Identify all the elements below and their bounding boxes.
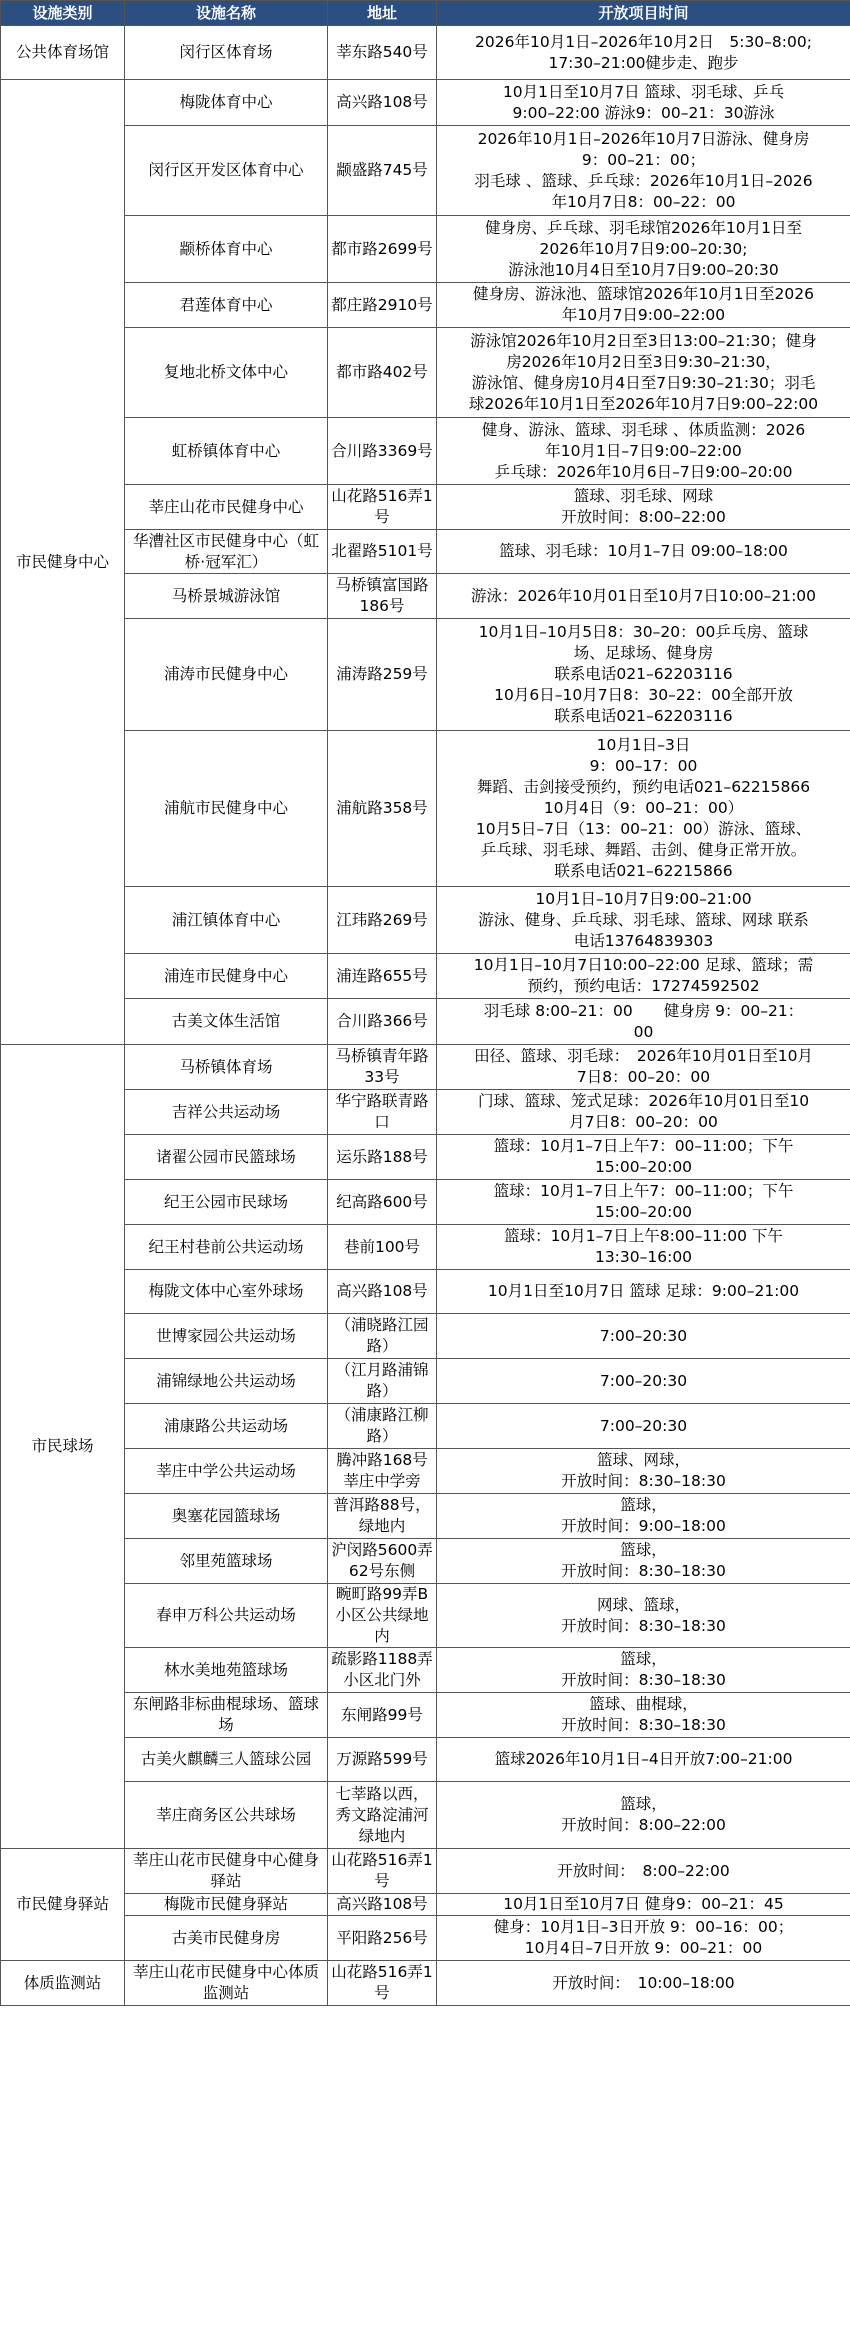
address-cell: 纪高路600号: [328, 1180, 437, 1225]
facility-name-cell: 莘庄山花市民健身中心体质监测站: [125, 1961, 328, 2006]
address-cell: 腾冲路168号莘庄中学旁: [328, 1449, 437, 1494]
address-cell: 浦连路655号: [328, 954, 437, 999]
table-row: [1, 1045, 850, 1090]
facility-name-cell: 纪王村巷前公共运动场: [125, 1225, 328, 1270]
table-row: [1, 1180, 850, 1225]
table-row: [1, 418, 850, 485]
address-cell: 疏影路1188弄小区北门外: [328, 1648, 437, 1693]
table-row: [1, 1539, 850, 1584]
opening-hours-cell: 篮球， 开放时间：8:00–22:00: [437, 1782, 850, 1849]
opening-hours-cell: 游泳：2026年10月01日至10月7日10:00–21:00: [437, 574, 850, 619]
facility-name-cell: 浦康路公共运动场: [125, 1404, 328, 1449]
table-row: [1, 1648, 850, 1693]
facility-name-cell: 马桥镇体育场: [125, 1045, 328, 1090]
address-cell: 沪闵路5600弄62号东侧: [328, 1539, 437, 1584]
table-row: [1, 80, 850, 126]
address-cell: 平阳路256号: [328, 1916, 437, 1961]
table-row: [1, 574, 850, 619]
address-cell: 畹町路99弄B小区公共绿地内: [328, 1584, 437, 1648]
address-cell: 颛盛路745号: [328, 126, 437, 216]
facility-name-cell: 马桥景城游泳馆: [125, 574, 328, 619]
table-row: [1, 1449, 850, 1494]
facility-name-cell: 春申万科公共运动场: [125, 1584, 328, 1648]
table-row: [1, 1693, 850, 1738]
opening-hours-cell: 10月1日–10月7日10:00–22:00 足球、篮球；需 预约，预约电话：17274592502: [437, 954, 850, 999]
opening-hours-cell: 10月1日至10月7日 篮球、羽毛球、乒乓 9:00–22:00 游泳9：00–21：30游泳: [437, 80, 850, 126]
opening-hours-cell: 健身房、乒乓球、羽毛球馆2026年10月1日至 2026年10月7日9:00–20:30; 游泳池10月4日至10月7日9:00–20:30: [437, 216, 850, 283]
table-row: [1, 1738, 850, 1782]
opening-hours-cell: 门球、篮球、笼式足球：2026年10月01日至10 月7日8：00–20：00: [437, 1090, 850, 1135]
table-row: [1, 126, 850, 216]
address-cell: 浦涛路259号: [328, 619, 437, 731]
table-row: [1, 1584, 850, 1648]
opening-hours-cell: 篮球、羽毛球：10月1–7日 09:00–18:00: [437, 530, 850, 574]
facility-name-cell: 古美文体生活馆: [125, 999, 328, 1045]
opening-hours-cell: 2026年10月1日–2026年10月2日 5:30–8:00; 17:30–21:00健步走、跑步: [437, 26, 850, 80]
opening-hours-cell: 健身：10月1日–3日开放 9：00–16：00； 10月4日–7日开放 9：00–21：00: [437, 1916, 850, 1961]
address-cell: 万源路599号: [328, 1738, 437, 1782]
facility-category-cell: 市民健身中心: [1, 80, 125, 1045]
address-cell: 江玮路269号: [328, 887, 437, 954]
table-body: [1, 26, 850, 2006]
facility-name-cell: 浦江镇体育中心: [125, 887, 328, 954]
facility-name-cell: 古美市民健身房: [125, 1916, 328, 1961]
table-row: [1, 26, 850, 80]
facility-category-cell: 市民健身驿站: [1, 1849, 125, 1961]
facility-name-cell: 世博家园公共运动场: [125, 1314, 328, 1359]
address-cell: （江月路浦锦路）: [328, 1359, 437, 1404]
table-row: [1, 1916, 850, 1961]
facility-name-cell: 梅陇体育中心: [125, 80, 328, 126]
address-cell: 北翟路5101号: [328, 530, 437, 574]
facility-name-cell: 莘庄商务区公共球场: [125, 1782, 328, 1849]
header-name: 设施名称: [125, 1, 328, 26]
facility-name-cell: 莘庄中学公共运动场: [125, 1449, 328, 1494]
header-category: 设施类别: [1, 1, 125, 26]
opening-hours-cell: 7:00–20:30: [437, 1314, 850, 1359]
facility-name-cell: 闵行区体育场: [125, 26, 328, 80]
table-header-row: [1, 1, 850, 26]
facility-name-cell: 华漕社区市民健身中心（虹桥·冠军汇）: [125, 530, 328, 574]
address-cell: 高兴路108号: [328, 80, 437, 126]
opening-hours-cell: 网球、篮球， 开放时间：8:30–18:30: [437, 1584, 850, 1648]
opening-hours-cell: 篮球、羽毛球、网球 开放时间：8:00–22:00: [437, 485, 850, 530]
table-row: [1, 530, 850, 574]
facility-category-cell: 市民球场: [1, 1045, 125, 1849]
address-cell: 浦航路358号: [328, 731, 437, 887]
opening-hours-cell: 篮球：10月1–7日上午8:00–11:00 下午 13:30–16:00: [437, 1225, 850, 1270]
address-cell: 合川路366号: [328, 999, 437, 1045]
opening-hours-cell: 游泳馆2026年10月2日至3日13:00–21:30；健身 房2026年10月2日至3日9:30–21:30， 游泳馆、健身房10月4日至7日9:30–21:30；羽毛 球2026年10月1日至2026年10月7日9:00–22:00: [437, 328, 850, 418]
opening-hours-cell: 篮球：10月1–7日上午7：00–11:00；下午 15:00–20:00: [437, 1135, 850, 1180]
facility-name-cell: 浦锦绿地公共运动场: [125, 1359, 328, 1404]
opening-hours-cell: 10月1日至10月7日 篮球 足球：9:00–21:00: [437, 1270, 850, 1314]
opening-hours-cell: 10月1日–10月7日9:00–21:00 游泳、健身、乒乓球、羽毛球、篮球、网球 联系 电话13764839303: [437, 887, 850, 954]
opening-hours-cell: 7:00–20:30: [437, 1359, 850, 1404]
table-row: [1, 1961, 850, 2006]
opening-hours-cell: 健身房、游泳池、篮球馆2026年10月1日至2026 年10月7日9:00–22:00: [437, 283, 850, 328]
table-row: [1, 619, 850, 731]
opening-hours-cell: 田径、篮球、羽毛球： 2026年10月01日至10月 7日8：00–20：00: [437, 1045, 850, 1090]
facility-name-cell: 古美火麒麟三人篮球公园: [125, 1738, 328, 1782]
address-cell: 运乐路188号: [328, 1135, 437, 1180]
address-cell: 高兴路108号: [328, 1270, 437, 1314]
table-row: [1, 328, 850, 418]
opening-hours-cell: 健身、游泳、篮球、羽毛球 、体质监测：2026 年10月1日–7日9:00–22:00 乒乓球：2026年10月6日–7日9:00–20:00: [437, 418, 850, 485]
facility-name-cell: 莘庄山花市民健身中心: [125, 485, 328, 530]
table-row: [1, 1135, 850, 1180]
opening-hours-cell: 篮球2026年10月1日–4日开放7:00–21:00: [437, 1738, 850, 1782]
opening-hours-cell: 篮球， 开放时间：8:30–18:30: [437, 1648, 850, 1693]
opening-hours-cell: 10月1日–10月5日8：30–20：00乒乓房、篮球 场、足球场、健身房 联系电话021–62203116 10月6日–10月7日8：30–22：00全部开放 联系电话021–62203116: [437, 619, 850, 731]
opening-hours-cell: 2026年10月1日–2026年10月7日游泳、健身房 9：00–21：00； 羽毛球 、篮球、乒乓球：2026年10月1日–2026 年10月7日8：00–22：00: [437, 126, 850, 216]
opening-hours-cell: 开放时间： 10:00–18:00: [437, 1961, 850, 2006]
facility-name-cell: 浦连市民健身中心: [125, 954, 328, 999]
opening-hours-cell: 篮球、网球， 开放时间：8:30–18:30: [437, 1449, 850, 1494]
address-cell: 山花路516弄1号: [328, 485, 437, 530]
facility-name-cell: 诸翟公园市民篮球场: [125, 1135, 328, 1180]
address-cell: 马桥镇青年路33号: [328, 1045, 437, 1090]
facility-category-cell: 体质监测站: [1, 1961, 125, 2006]
facility-name-cell: 复地北桥文体中心: [125, 328, 328, 418]
facility-name-cell: 林水美地苑篮球场: [125, 1648, 328, 1693]
header-address: 地址: [328, 1, 437, 26]
address-cell: （浦康路江柳路）: [328, 1404, 437, 1449]
opening-hours-cell: 篮球， 开放时间：8:30–18:30: [437, 1539, 850, 1584]
header-hours: 开放项目时间: [437, 1, 850, 26]
facility-name-cell: 浦涛市民健身中心: [125, 619, 328, 731]
facility-category-cell: 公共体育场馆: [1, 26, 125, 80]
address-cell: 东闸路99号: [328, 1693, 437, 1738]
facility-name-cell: 颛桥体育中心: [125, 216, 328, 283]
facility-name-cell: 闵行区开发区体育中心: [125, 126, 328, 216]
address-cell: （浦晓路江园路）: [328, 1314, 437, 1359]
address-cell: 山花路516弄1号: [328, 1961, 437, 2006]
address-cell: 高兴路108号: [328, 1894, 437, 1916]
opening-hours-cell: 10月1日–3日 9：00–17：00 舞蹈、击剑接受预约，预约电话021–62215866 10月4日（9：00–21：00） 10月5日–7日（13：00–21：00）游泳、篮球、 乒乓球、羽毛球、舞蹈、击剑、健身正常开放。 联系电话021–62215866: [437, 731, 850, 887]
address-cell: 都市路2699号: [328, 216, 437, 283]
facility-name-cell: 虹桥镇体育中心: [125, 418, 328, 485]
opening-hours-cell: 篮球：10月1–7日上午7：00–11:00；下午 15:00–20:00: [437, 1180, 850, 1225]
facility-name-cell: 奥塞花园篮球场: [125, 1494, 328, 1539]
address-cell: 都庄路2910号: [328, 283, 437, 328]
table-row: [1, 731, 850, 887]
table-row: [1, 954, 850, 999]
address-cell: 莘东路540号: [328, 26, 437, 80]
address-cell: 都市路402号: [328, 328, 437, 418]
opening-hours-cell: 篮球、曲棍球， 开放时间：8:30–18:30: [437, 1693, 850, 1738]
facility-name-cell: 浦航市民健身中心: [125, 731, 328, 887]
address-cell: 七莘路以西，秀文路淀浦河绿地内: [328, 1782, 437, 1849]
table-row: [1, 216, 850, 283]
facility-name-cell: 君莲体育中心: [125, 283, 328, 328]
facility-name-cell: 吉祥公共运动场: [125, 1090, 328, 1135]
table-row: [1, 1359, 850, 1404]
table-row: [1, 1270, 850, 1314]
table-row: [1, 1849, 850, 1894]
address-cell: 华宁路联青路口: [328, 1090, 437, 1135]
address-cell: 普洱路88号，绿地内: [328, 1494, 437, 1539]
table-row: [1, 1225, 850, 1270]
table-row: [1, 999, 850, 1045]
table-row: [1, 1494, 850, 1539]
opening-hours-cell: 羽毛球 8:00–21：00 健身房 9：00–21： 00: [437, 999, 850, 1045]
address-cell: 巷前100号: [328, 1225, 437, 1270]
table-row: [1, 1090, 850, 1135]
facility-name-cell: 邻里苑篮球场: [125, 1539, 328, 1584]
opening-hours-cell: 7:00–20:30: [437, 1404, 850, 1449]
table-row: [1, 1404, 850, 1449]
facility-name-cell: 纪王公园市民球场: [125, 1180, 328, 1225]
table-row: [1, 887, 850, 954]
table-row: [1, 1314, 850, 1359]
address-cell: 合川路3369号: [328, 418, 437, 485]
facility-name-cell: 梅陇文体中心室外球场: [125, 1270, 328, 1314]
address-cell: 山花路516弄1号: [328, 1849, 437, 1894]
address-cell: 马桥镇富国路186号: [328, 574, 437, 619]
opening-hours-cell: 开放时间： 8:00–22:00: [437, 1849, 850, 1894]
table-row: [1, 1782, 850, 1849]
facility-name-cell: 梅陇市民健身驿站: [125, 1894, 328, 1916]
opening-hours-cell: 篮球， 开放时间：9:00–18:00: [437, 1494, 850, 1539]
table-row: [1, 1894, 850, 1916]
facility-name-cell: 东闸路非标曲棍球场、篮球场: [125, 1693, 328, 1738]
table-row: [1, 485, 850, 530]
facility-name-cell: 莘庄山花市民健身中心健身驿站: [125, 1849, 328, 1894]
opening-hours-cell: 10月1日至10月7日 健身9：00–21：45: [437, 1894, 850, 1916]
table-row: [1, 283, 850, 328]
